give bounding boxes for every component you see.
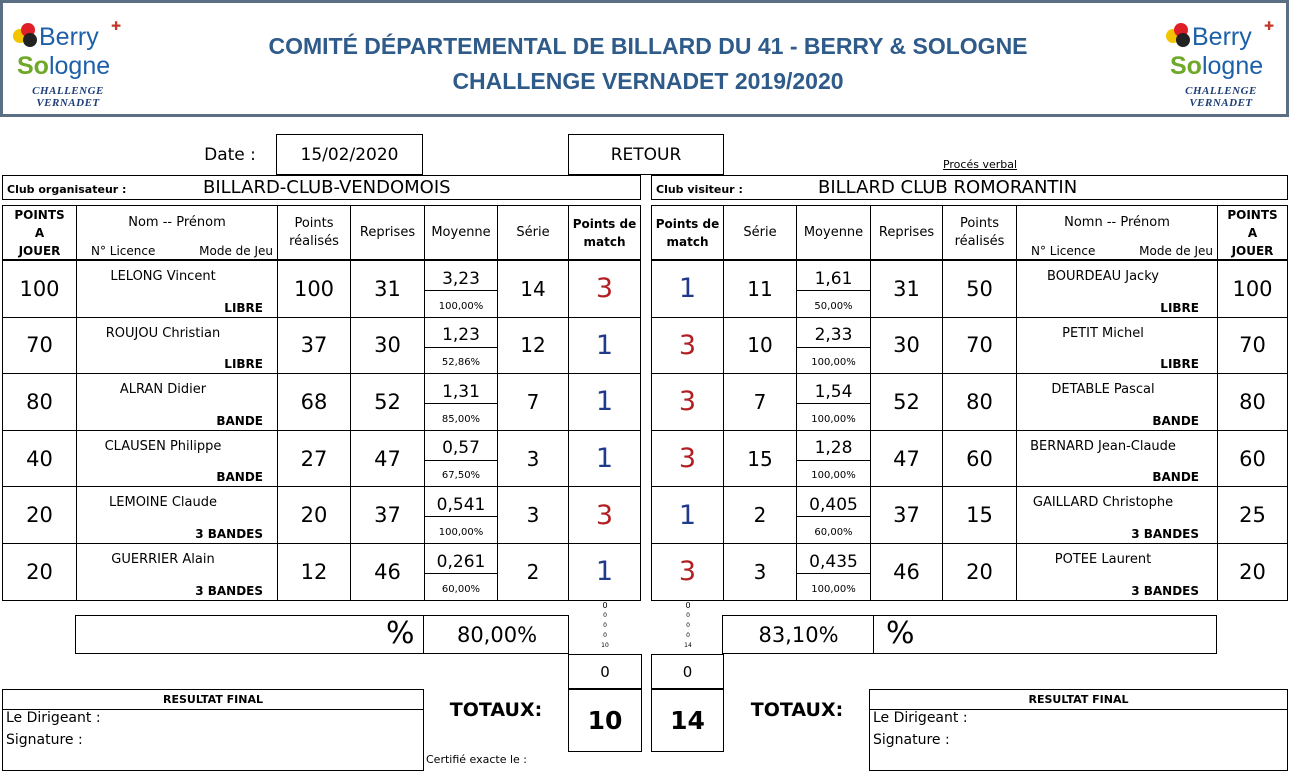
away-header-realises: Points réalisés xyxy=(942,205,1017,260)
away-moyenne-cell xyxy=(796,486,871,544)
away-percent-bar xyxy=(722,615,1217,654)
home-match-points: 1 xyxy=(568,317,641,375)
totaux-label-right: TOTAUX: xyxy=(750,699,844,721)
away-serie: 11 xyxy=(723,260,797,318)
away-player-cell xyxy=(1016,317,1218,375)
logo-word-sologne: Sologne xyxy=(1170,52,1264,80)
cross-icon: ✚ xyxy=(111,19,122,33)
away-player-name: DETABLE Pascal xyxy=(1051,382,1155,398)
home-match-points: 1 xyxy=(568,430,641,488)
away-player-name: PETIT Michel xyxy=(1062,325,1144,341)
logo-tag-vernadet: VERNADET xyxy=(36,97,100,109)
home-percent-sign: % xyxy=(386,616,415,651)
page-title: COMITÉ DÉPARTEMENTAL DE BILLARD DU 41 - BERRY & SOLOGNE xyxy=(268,33,1028,59)
away-header-serie: Série xyxy=(723,205,797,260)
away-match-points: 3 xyxy=(651,373,724,431)
home-realises: 20 xyxy=(277,486,351,544)
away-moyenne: 1,28 xyxy=(797,437,870,461)
home-player-mode: 3 BANDES xyxy=(195,526,263,541)
date-field[interactable]: 15/02/2020 xyxy=(276,134,423,175)
away-header-a_jouer: POINTS A JOUER xyxy=(1217,205,1288,260)
away-realises: 70 xyxy=(942,317,1017,375)
logo-word-berry: Berry xyxy=(39,23,99,51)
away-header-moyenne: Moyenne xyxy=(796,205,871,260)
home-a_jouer: 70 xyxy=(2,317,77,375)
away-a_jouer: 100 xyxy=(1217,260,1288,318)
away-realises: 80 xyxy=(942,373,1017,431)
berry-sologne-logo-left xyxy=(13,13,123,113)
away-player-mode: LIBRE xyxy=(1160,357,1199,372)
home-total: 10 xyxy=(568,689,642,752)
home-header-serie: Série xyxy=(497,205,569,260)
away-result-title: RESULTAT FINAL xyxy=(870,690,1287,710)
logo-tag-challenge: CHALLENGE xyxy=(32,85,104,97)
away-pct: 100,00% xyxy=(811,583,856,595)
away-club-name: BILLARD CLUB ROMORANTIN xyxy=(818,177,1078,198)
home-pct: 85,00% xyxy=(441,413,481,425)
home-player-name: GUERRIER Alain xyxy=(111,552,215,567)
home-moyenne: 0,261 xyxy=(425,550,497,574)
away-dirigeant-label: Le Dirigeant : xyxy=(873,710,968,726)
away-player-mode: 3 BANDES xyxy=(1131,583,1199,598)
home-club-bar xyxy=(2,175,641,200)
away-club-label: Club visiteur : xyxy=(656,183,743,196)
away-reprises: 46 xyxy=(870,543,943,601)
away-header-name: Nomn -- Prénom N° Licence Mode de Jeu xyxy=(1016,205,1218,260)
away-player-name: GAILLARD Christophe xyxy=(1032,495,1174,511)
away-realises: 20 xyxy=(942,543,1017,601)
home-player-mode: LIBRE xyxy=(224,357,263,372)
away-player-name: BERNARD Jean-Claude xyxy=(1030,438,1176,454)
totaux-left xyxy=(424,689,568,771)
home-header-realises: Points réalisés xyxy=(277,205,351,260)
away-pct: 100,00% xyxy=(811,470,856,482)
home-pct: 100,00% xyxy=(438,526,484,538)
home-moyenne-cell xyxy=(424,486,498,544)
away-club-bar xyxy=(651,175,1288,200)
home-player-name: LELONG Vincent xyxy=(110,269,216,284)
away-serie: 2 xyxy=(723,486,797,544)
home-moyenne-cell xyxy=(424,430,498,488)
home-match-points: 1 xyxy=(568,373,641,431)
home-mini-values: 0 0 0 0 10 xyxy=(601,601,609,649)
home-moyenne: 0,57 xyxy=(425,437,497,461)
home-player-cell xyxy=(76,486,278,544)
away-serie: 10 xyxy=(723,317,797,375)
logo-word-sologne: Sologne xyxy=(17,52,111,80)
away-zero-cell: 0 xyxy=(651,654,724,689)
home-player-name: CLAUSEN Philippe xyxy=(104,438,222,454)
away-pct: 60,00% xyxy=(814,526,853,538)
home-a_jouer: 20 xyxy=(2,543,77,601)
home-reprises: 52 xyxy=(350,373,425,431)
away-moyenne-cell xyxy=(796,260,871,318)
away-header-reprises: Reprises xyxy=(870,205,943,260)
away-match-points: 3 xyxy=(651,430,724,488)
home-moyenne-cell xyxy=(424,373,498,431)
away-match-points: 1 xyxy=(651,486,724,544)
home-realises: 68 xyxy=(277,373,351,431)
home-reprises: 37 xyxy=(350,486,425,544)
home-score-table xyxy=(2,205,641,600)
away-a_jouer: 70 xyxy=(1217,317,1288,375)
away-moyenne: 0,435 xyxy=(797,550,870,574)
away-a_jouer: 25 xyxy=(1217,486,1288,544)
away-player-mode: BANDE xyxy=(1152,470,1199,485)
home-a_jouer: 40 xyxy=(2,430,77,488)
date-label: Date : xyxy=(204,145,256,165)
home-header-a_jouer: POINTS A JOUER xyxy=(2,205,77,260)
home-player-cell xyxy=(76,373,278,431)
away-player-cell xyxy=(1016,260,1218,318)
home-moyenne-cell xyxy=(424,260,498,318)
away-realises: 15 xyxy=(942,486,1017,544)
away-serie: 7 xyxy=(723,373,797,431)
away-pct: 50,00% xyxy=(814,300,853,312)
home-moyenne: 1,23 xyxy=(425,324,497,348)
logo-tag-vernadet: VERNADET xyxy=(1189,97,1253,109)
away-percent: 83,10% xyxy=(758,622,839,647)
away-player-cell xyxy=(1016,486,1218,544)
home-player-mode: BANDE xyxy=(216,413,263,428)
home-match-points: 3 xyxy=(568,260,641,318)
home-serie: 7 xyxy=(497,373,569,431)
away-pct: 100,00% xyxy=(811,357,856,369)
totaux-label-left: TOTAUX: xyxy=(449,699,543,721)
home-a_jouer: 20 xyxy=(2,486,77,544)
home-player-mode: BANDE xyxy=(216,470,263,485)
away-player-name: POTEE Laurent xyxy=(1054,552,1152,567)
berry-sologne-logo-right xyxy=(1166,13,1276,113)
home-player-cell xyxy=(76,430,278,488)
home-moyenne: 3,23 xyxy=(425,267,497,291)
home-zero-cell: 0 xyxy=(568,654,642,689)
home-serie: 14 xyxy=(497,260,569,318)
home-player-cell xyxy=(76,543,278,601)
home-reprises: 46 xyxy=(350,543,425,601)
home-header-reprises: Reprises xyxy=(350,205,425,260)
home-signature-label: Signature : xyxy=(6,732,83,748)
away-match-points: 3 xyxy=(651,543,724,601)
home-realises: 100 xyxy=(277,260,351,318)
home-dirigeant-label: Le Dirigeant : xyxy=(6,710,101,726)
away-match-points: 3 xyxy=(651,317,724,375)
home-club-name: BILLARD-CLUB-VENDOMOIS xyxy=(203,177,451,198)
away-player-cell xyxy=(1016,373,1218,431)
home-player-name: LEMOINE Claude xyxy=(109,495,217,511)
home-moyenne-cell xyxy=(424,317,498,375)
home-moyenne: 0,541 xyxy=(425,493,497,517)
away-moyenne-cell xyxy=(796,543,871,601)
away-header-match: Points de match xyxy=(651,205,724,260)
cross-icon: ✚ xyxy=(1264,19,1275,33)
away-moyenne: 2,33 xyxy=(797,324,870,348)
proces-verbal-link[interactable]: Procés verbal xyxy=(942,157,1018,171)
home-pct: 100,00% xyxy=(438,300,484,312)
away-moyenne-cell xyxy=(796,430,871,488)
away-moyenne: 0,405 xyxy=(797,493,870,517)
away-player-cell xyxy=(1016,430,1218,488)
home-player-mode: LIBRE xyxy=(224,300,263,315)
away-realises: 60 xyxy=(942,430,1017,488)
away-pct: 100,00% xyxy=(811,413,856,425)
away-score-table xyxy=(651,205,1288,600)
leg-field[interactable]: RETOUR xyxy=(568,134,724,175)
home-result-box xyxy=(2,689,424,771)
away-serie: 15 xyxy=(723,430,797,488)
away-serie: 3 xyxy=(723,543,797,601)
away-player-mode: BANDE xyxy=(1152,413,1199,428)
away-player-mode: 3 BANDES xyxy=(1131,526,1199,541)
home-serie: 3 xyxy=(497,430,569,488)
away-moyenne-cell xyxy=(796,317,871,375)
home-pct: 60,00% xyxy=(441,583,481,595)
away-percent-sign: % xyxy=(886,616,915,651)
away-player-mode: LIBRE xyxy=(1160,300,1199,315)
logo-word-berry: Berry xyxy=(1192,23,1252,51)
home-match-points: 1 xyxy=(568,543,641,601)
home-match-points: 3 xyxy=(568,486,641,544)
away-player-name: BOURDEAU Jacky xyxy=(1047,269,1159,284)
home-pct: 67,50% xyxy=(441,470,481,482)
away-reprises: 30 xyxy=(870,317,943,375)
home-result-title: RESULTAT FINAL xyxy=(3,690,423,710)
away-result-box xyxy=(869,689,1288,771)
home-reprises: 31 xyxy=(350,260,425,318)
home-reprises: 47 xyxy=(350,430,425,488)
home-header-moyenne: Moyenne xyxy=(424,205,498,260)
away-reprises: 31 xyxy=(870,260,943,318)
away-a_jouer: 20 xyxy=(1217,543,1288,601)
away-moyenne-cell xyxy=(796,373,871,431)
home-serie: 12 xyxy=(497,317,569,375)
home-realises: 27 xyxy=(277,430,351,488)
away-match-points: 1 xyxy=(651,260,724,318)
logo-tag-challenge: CHALLENGE xyxy=(1185,85,1257,97)
away-signature-label: Signature : xyxy=(873,732,950,748)
home-percent: 80,00% xyxy=(456,622,538,647)
away-moyenne: 1,61 xyxy=(797,267,870,291)
away-total: 14 xyxy=(651,689,724,752)
home-club-label: Club organisateur : xyxy=(7,183,127,196)
away-realises: 50 xyxy=(942,260,1017,318)
home-player-name: ALRAN Didier xyxy=(119,382,207,398)
certifie-label: Certifié exacte le : xyxy=(426,753,528,766)
home-player-mode: 3 BANDES xyxy=(195,583,263,598)
home-realises: 12 xyxy=(277,543,351,601)
home-pct: 52,86% xyxy=(441,357,481,369)
home-reprises: 30 xyxy=(350,317,425,375)
away-a_jouer: 60 xyxy=(1217,430,1288,488)
home-moyenne-cell xyxy=(424,543,498,601)
home-player-cell xyxy=(76,260,278,318)
away-reprises: 37 xyxy=(870,486,943,544)
away-player-cell xyxy=(1016,543,1218,601)
home-header-match: Points de match xyxy=(568,205,641,260)
home-serie: 2 xyxy=(497,543,569,601)
home-player-cell xyxy=(76,317,278,375)
home-percent-bar xyxy=(75,615,569,654)
away-mini-values: 0 0 0 0 14 xyxy=(684,601,692,649)
header-banner xyxy=(0,0,1289,117)
home-header-name: Nom -- Prénom N° Licence Mode de Jeu xyxy=(76,205,278,260)
away-reprises: 52 xyxy=(870,373,943,431)
page-subtitle: CHALLENGE VERNADET 2019/2020 xyxy=(452,68,844,94)
home-realises: 37 xyxy=(277,317,351,375)
home-moyenne: 1,31 xyxy=(425,380,497,404)
home-a_jouer: 100 xyxy=(2,260,77,318)
home-player-name: ROUJOU Christian xyxy=(105,325,221,341)
away-a_jouer: 80 xyxy=(1217,373,1288,431)
home-serie: 3 xyxy=(497,486,569,544)
away-reprises: 47 xyxy=(870,430,943,488)
away-moyenne: 1,54 xyxy=(797,380,870,404)
home-a_jouer: 80 xyxy=(2,373,77,431)
